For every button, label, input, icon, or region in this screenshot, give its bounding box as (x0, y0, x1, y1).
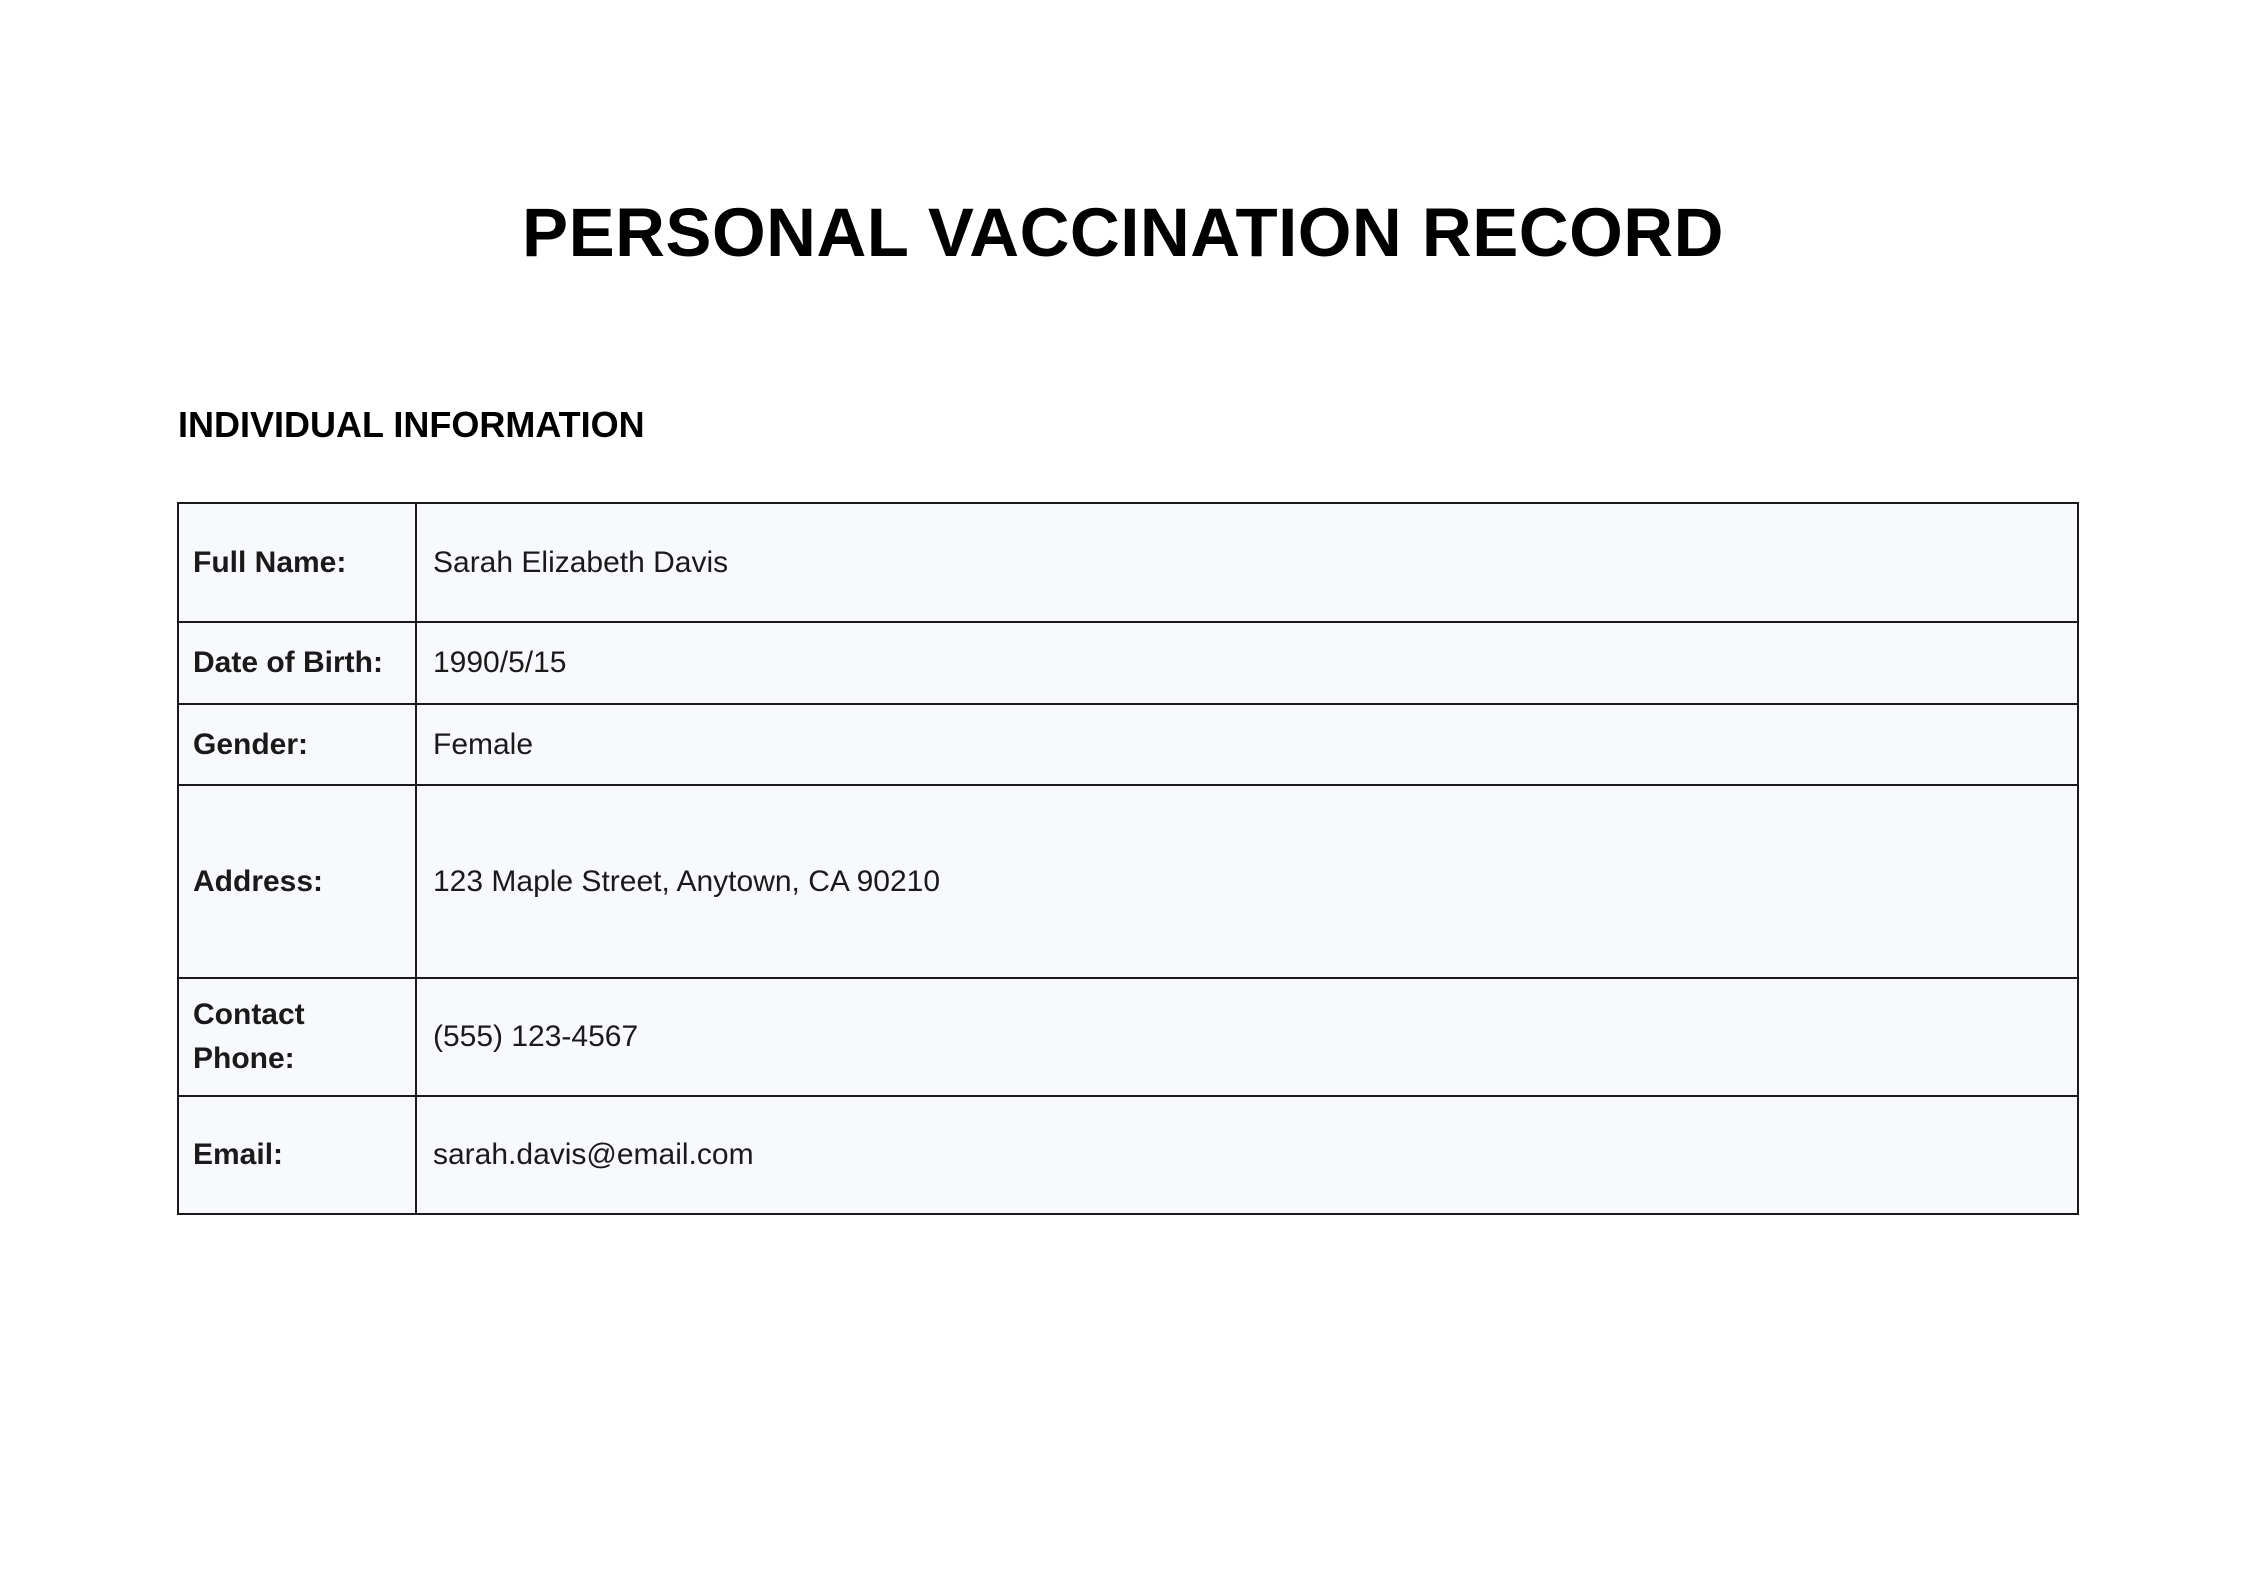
table-row (178, 978, 2078, 1096)
date-of-birth-label: Date of Birth: (178, 622, 416, 704)
address-value: 123 Maple Street, Anytown, CA 90210 (416, 785, 2078, 978)
table-row (178, 622, 2078, 704)
contact-phone-value: (555) 123-4567 (416, 978, 2078, 1096)
table-row (178, 1096, 2078, 1214)
email-value: sarah.davis@email.com (416, 1096, 2078, 1214)
contact-phone-label: Contact Phone: (178, 978, 416, 1096)
section-heading: INDIVIDUAL INFORMATION (178, 404, 645, 445)
gender-label: Gender: (178, 704, 416, 785)
table-row (178, 785, 2078, 978)
full-name-value: Sarah Elizabeth Davis (416, 503, 2078, 622)
page-title: PERSONAL VACCINATION RECORD (522, 194, 1724, 271)
table-row (178, 503, 2078, 622)
table-row (178, 704, 2078, 785)
full-name-label: Full Name: (178, 503, 416, 622)
email-label: Email: (178, 1096, 416, 1214)
individual-info-table (177, 502, 2079, 1215)
address-label: Address: (178, 785, 416, 978)
gender-value: Female (416, 704, 2078, 785)
date-of-birth-value: 1990/5/15 (416, 622, 2078, 704)
